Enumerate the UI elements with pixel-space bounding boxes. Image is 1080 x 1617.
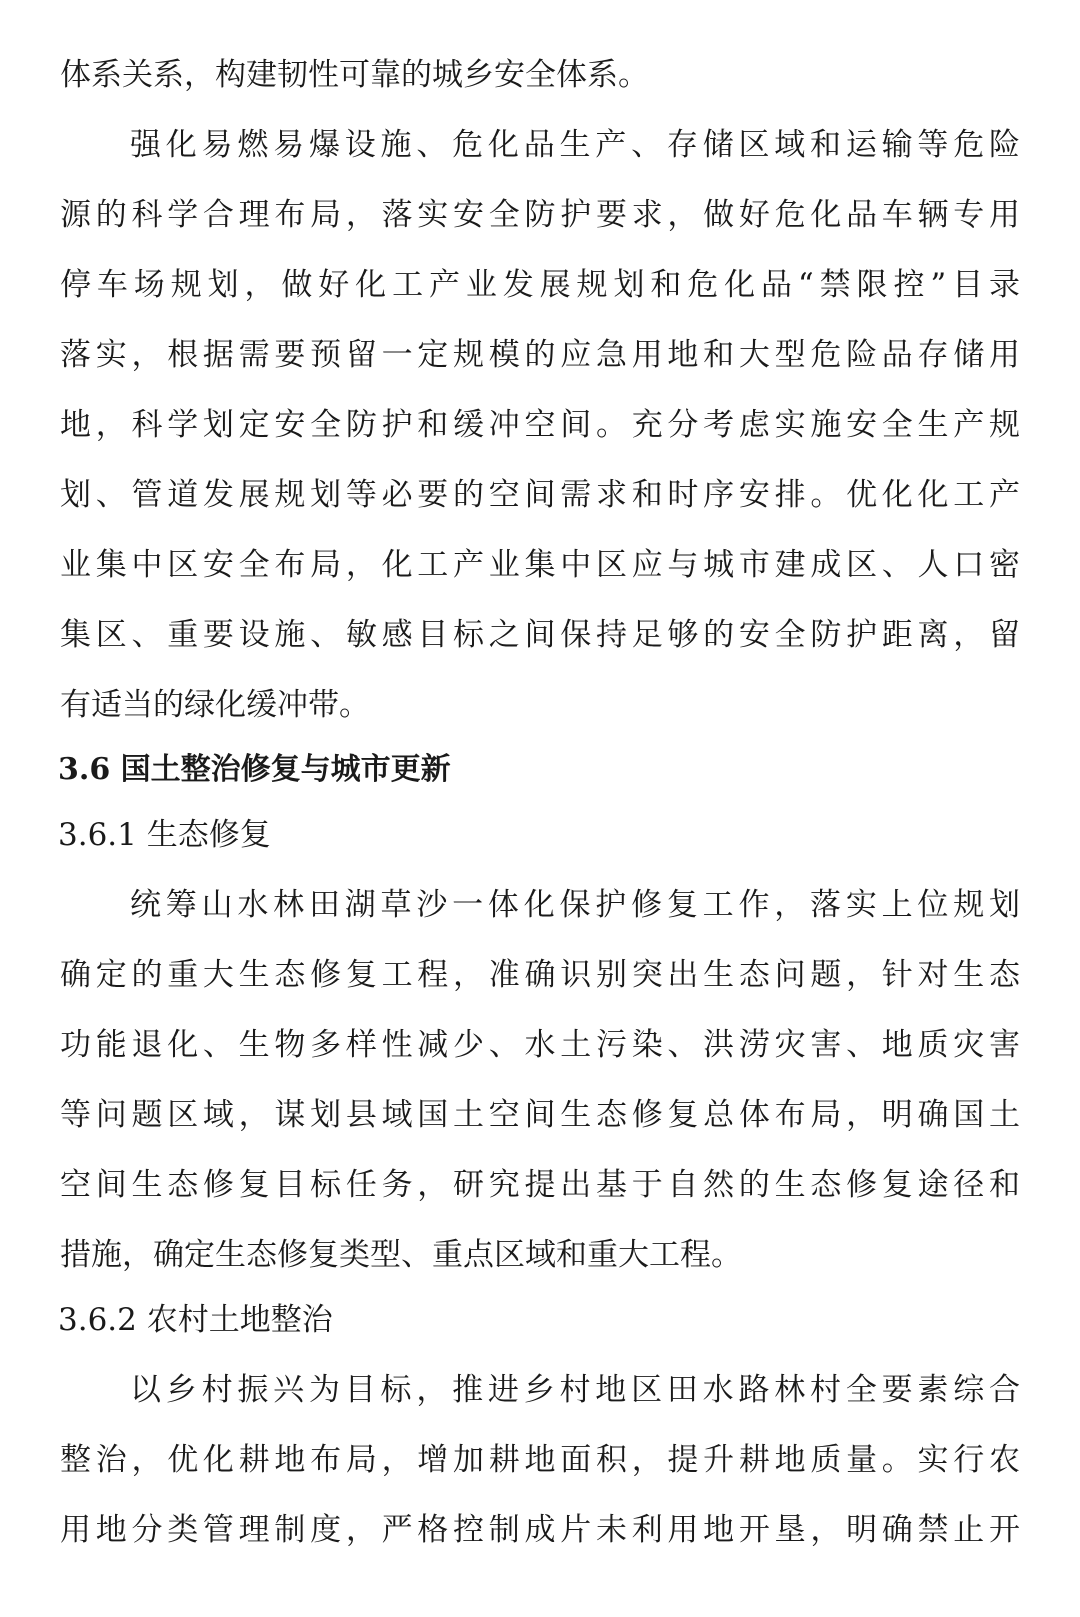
section-heading-3-6	[58, 735, 451, 805]
paragraph-ecology-line-4: 等问题区域，谋划县域国土空间生态修复总体布局，明确国土	[60, 1097, 1020, 1133]
paragraph-safety-line-6: 划、管道发展规划等必要的空间需求和时序安排。优化化工产	[60, 477, 1020, 513]
paragraph-ecology-line-2: 确定的重大生态修复工程，准确识别突出生态问题，针对生态	[60, 957, 1020, 993]
paragraph-safety-line-1: 强化易燃易爆设施、危化品生产、存储区域和运输等危险	[130, 127, 1020, 163]
paragraph-safety-line-8: 集区、重要设施、敏感目标之间保持足够的安全防护距离，留	[60, 617, 1020, 653]
paragraph-safety-line-9: 有适当的绿化缓冲带。	[60, 687, 370, 723]
subsection-heading-3-6-2	[58, 1285, 333, 1355]
subsection-heading-3-6-1	[58, 800, 271, 870]
paragraph-ecology-line-3: 功能退化、生物多样性减少、水土污染、洪涝灾害、地质灾害	[60, 1027, 1020, 1063]
section-title: 国土整治修复与城市更新	[120, 752, 451, 787]
paragraph-rural-line-2: 整治，优化耕地布局，增加耕地面积，提升耕地质量。实行农	[60, 1442, 1020, 1478]
paragraph-safety-line-3: 停车场规划，做好化工产业发展规划和危化品“禁限控”目录	[60, 267, 1020, 303]
paragraph-ecology-line-6: 措施，确定生态修复类型、重点区域和重大工程。	[60, 1237, 742, 1273]
paragraph-rural-line-1: 以乡村振兴为目标，推进乡村地区田水路林村全要素综合	[130, 1372, 1020, 1408]
paragraph-safety-line-5: 地，科学划定安全防护和缓冲空间。充分考虑实施安全生产规	[60, 407, 1020, 443]
subsection-title: 生态修复	[146, 817, 271, 853]
paragraph-safety-line-2: 源的科学合理布局，落实安全防护要求，做好危化品车辆专用	[60, 197, 1020, 233]
paragraph-safety-line-4: 落实，根据需要预留一定规模的应急用地和大型危险品存储用	[60, 337, 1020, 373]
paragraph-safety-line-7: 业集中区安全布局，化工产业集中区应与城市建成区、人口密	[60, 547, 1020, 583]
subsection-title: 农村土地整治	[146, 1302, 333, 1338]
section-number: 3.6	[58, 752, 111, 787]
paragraph-line-intro-tail: 体系关系，构建韧性可靠的城乡安全体系。	[60, 57, 649, 93]
subsection-number: 3.6.2	[58, 1302, 137, 1338]
paragraph-ecology-line-1: 统筹山水林田湖草沙一体化保护修复工作，落实上位规划	[130, 887, 1020, 923]
paragraph-ecology-line-5: 空间生态修复目标任务，研究提出基于自然的生态修复途径和	[60, 1167, 1020, 1203]
paragraph-rural-line-3: 用地分类管理制度，严格控制成片未利用地开垦，明确禁止开	[60, 1512, 1020, 1548]
subsection-number: 3.6.1	[58, 817, 137, 853]
